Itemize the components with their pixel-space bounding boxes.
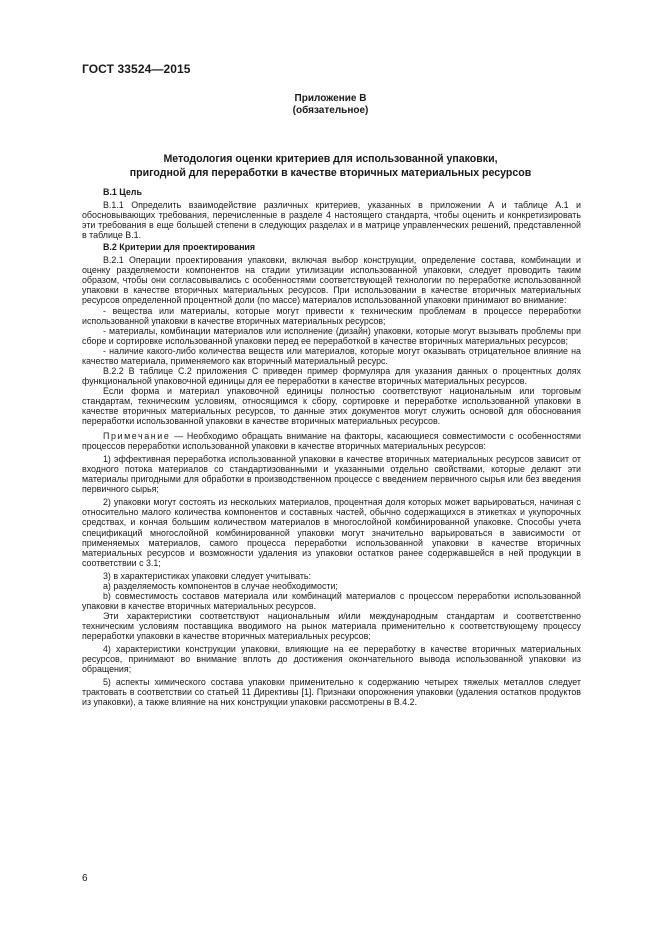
document-body bbox=[82, 187, 581, 707]
list-item-b2-1-c: - наличие какого-либо количества веществ или материалов, которые могут оказывать отрицательное влияние на качество материала, применяемого как вторичный материальный ресурс. bbox=[82, 345, 581, 366]
appendix-title-line-1: Методология оценки критериев для использованной упаковки, bbox=[163, 153, 498, 165]
page-number: 6 bbox=[82, 873, 88, 884]
list-item-b2-1-a: - вещества или материалы, которые могут привести к техническим проблемам в процессе переработки использованной упаковки в качестве вторичных материальных ресурсов; bbox=[82, 305, 581, 326]
paragraph-b2-2: В.2.2 В таблице С.2 приложения С приведен пример формуляра для указания данных о процентных долях функциональной упаковочной единицы для ее переработки в качестве вторичных материальных ресурсов. bbox=[82, 365, 581, 386]
note-item-3: 3) в характеристиках упаковки следует учитывать: bbox=[103, 570, 311, 581]
appendix-title-line-2: пригодной для переработки в качестве вторичных материальных ресурсов bbox=[129, 167, 532, 179]
paragraph-b2-1: В.2.1 Операции проектирования упаковки, включая выбор конструкции, определение состава, комбинации и оценку разделяемости компонентов на стадии утилизации использованной упаковки, следует проводить таким образом, чтобы они согласовывались с особенностями соответствующей технологии по переработке использованной упаковки в качестве вторичных материальных ресурсов. При использовании в качестве вторичных материальных ресурсов определенной процентной доли (по массе) материалов использованной упаковки принимают во внимание: bbox=[82, 255, 581, 306]
paragraph-b2-2-continued: Если форма и материал упаковочной единицы полностью соответствуют национальным или торговым стандартам, техническим условиям, относящимся к сбору, сортировке и переработке использованной упаковки в качестве вторичных материальных ресурсов, то данные этих документов могут служить основой для обоснования переработки использованной упаковки в качестве вторичных материальных ресурсов. bbox=[82, 385, 581, 427]
appendix-title bbox=[60, 152, 601, 180]
note-item-2: 2) упаковки могут состоять из нескольких материалов, процентная доля которых может варьироваться, начиная с относительно малого количества компонентов и составных частей, обычно содержащихся в этикетках и укупорочных средствах, и кончая большим количеством материалов в многослойной комбинированной упаковке. Способы учета спецификаций многослойной комбинированной упаковки могут значительно варьироваться в зависимости от применяемых материалов, самого процесса переработки использованной упаковки в качестве вторичных материальных ресурсов и возможности удаления из упаковки остатков ранее содержавшейся в ней продукции в соответствии с 3.1; bbox=[82, 497, 581, 568]
note-item-4: 4) характеристики конструкции упаковки, влияющие на ее переработку в качестве вторичных материальных ресурсов, принимают во внимание вплоть до достижения окончательного вывода использованной упаковки из обращения; bbox=[82, 644, 581, 675]
section-heading-b2: В.2 Критерии для проектирования bbox=[103, 242, 256, 253]
annex-title: Приложение В bbox=[294, 93, 367, 104]
note-item-1: 1) эффективная переработка использованной упаковки в качестве вторичных материальных ресурсов зависит от входного потока материалов со стандартизованными и указанными отдельно свойствами, которые делают эти материалы пригодными для обработки в производственном процессе с введением первичного сырья или без введения первичного сырья; bbox=[82, 454, 581, 495]
paragraph-b1-1: В.1.1 Определить взаимодействие различных критериев, указанных в приложении А и таблице А.1 и обосновывающих требования, перечисленные в разделе 4 настоящего стандарта, чтобы оценить и конкретизировать эти требования в еще большей степени в следующих разделах и в матрице управленческих решений, представленной в таблице В.1. bbox=[82, 200, 581, 241]
note-item-5: 5) аспекты химического состава упаковки применительно к содержанию четырех тяжелых металлов следует трактовать в соответствии со статьей 11 Директивы [1]. Признаки опорожнения упаковки (удаления остатков продуктов из упаковки), а также влияние на них конструкции упаковки рассмотрены в В.4.2. bbox=[82, 677, 581, 708]
note-label: Примечание bbox=[103, 431, 171, 442]
standard-header: ГОСТ 33524—2015 bbox=[82, 62, 191, 76]
annex-heading bbox=[0, 93, 661, 117]
list-item-b2-1-b: - материалы, комбинации материалов или исполнение (дизайн) упаковки, которые могут вызывать проблемы при сборе и сортировке использованной упаковки перед ее переработкой в качестве вторичных материальных ресурсов; bbox=[82, 325, 581, 346]
note-item-3-b: b) совместимость составов материала или комбинаций материалов с процессом переработки использованной упаковки в качестве вторичных материальных ресурсов. bbox=[82, 590, 581, 611]
note-item-3-continued: Эти характеристики соответствуют национальным и/или международным стандартам и соответственно техническим условиям поставщика вводимого на рынок материала применительно к соответствующему процессу переработки упаковки в качестве вторичных материальных ресурсов; bbox=[82, 610, 581, 641]
section-heading-b1: В.1 Цель bbox=[103, 187, 142, 197]
note-text: — Необходимо обращать внимание на факторы, касающиеся совместимости с особенностями процессов переработки использованной упаковки в качестве вторичных материальных ресурсов: bbox=[82, 431, 581, 452]
note-paragraph bbox=[82, 431, 581, 451]
note-item-3-a: a) разделяемость компонентов в случае необходимости; bbox=[103, 580, 338, 591]
annex-status: (обязательное) bbox=[292, 105, 369, 116]
